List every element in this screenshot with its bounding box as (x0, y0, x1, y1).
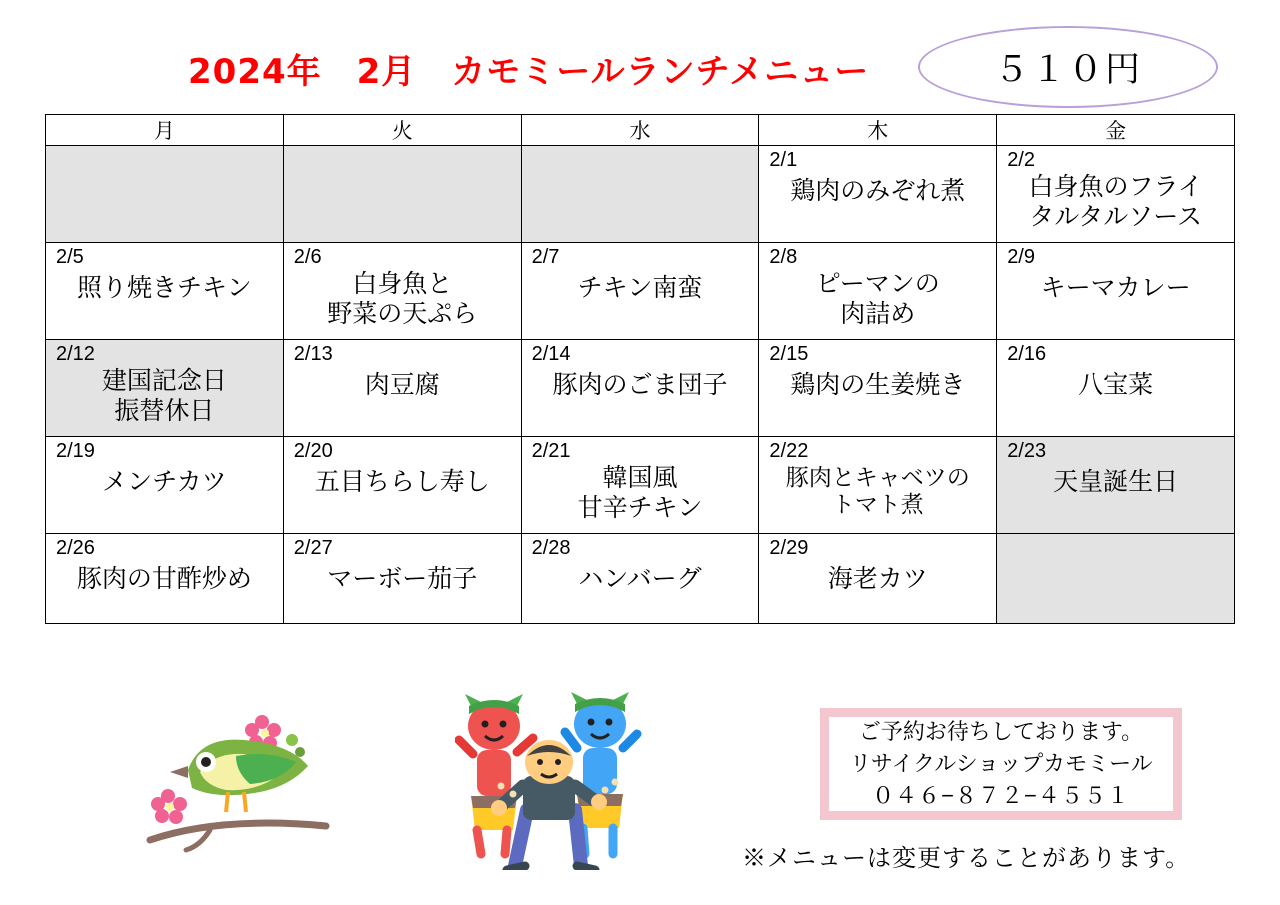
menu-line: 甘辛チキン (577, 493, 703, 522)
calendar-cell (521, 243, 759, 340)
cell-date: 2/19 (56, 440, 95, 462)
calendar-cell (46, 534, 284, 624)
cell-menu (522, 559, 759, 595)
calendar-week-row (46, 243, 1235, 340)
cell-menu (759, 171, 996, 207)
cell-date: 2/16 (1007, 343, 1047, 365)
price-label: ５１０円 (993, 50, 1142, 89)
cell-date: 2/8 (769, 246, 798, 268)
menu-line: タルタルソース (1029, 202, 1202, 231)
page-title: 2024年 2月 カモミールランチメニュー (188, 52, 870, 92)
menu-line: トマト煮 (831, 491, 924, 518)
calendar-cell (521, 437, 759, 534)
page-footer (0, 690, 1280, 905)
cell-menu (997, 171, 1234, 232)
calendar-cell (283, 437, 521, 534)
menu-line: 天皇誕生日 (1053, 468, 1179, 496)
cell-date: 2/12 (56, 343, 95, 365)
cell-menu (284, 365, 521, 401)
menu-line: 野菜の天ぷら (327, 299, 478, 328)
calendar-cell (283, 243, 521, 340)
menu-line: 豚肉の甘酢炒め (76, 565, 252, 593)
menu-line: ハンバーグ (578, 565, 702, 593)
menu-line: メンチカツ (102, 468, 227, 496)
cell-menu (46, 268, 283, 304)
menu-line: 照り焼きチキン (77, 274, 252, 302)
cell-menu (284, 462, 521, 498)
cell-menu (46, 462, 283, 498)
weekday-header-thu: 木 (759, 115, 997, 146)
cell-date: 2/15 (769, 343, 809, 365)
cell-menu (522, 365, 759, 401)
calendar-week-row (46, 340, 1235, 437)
weekday-header-wed: 水 (521, 115, 759, 146)
calendar-week-row (46, 534, 1235, 624)
weekday-header-row (46, 115, 1235, 146)
menu-line: 豚肉のごま団子 (552, 371, 728, 399)
cell-menu (759, 462, 996, 518)
cell-menu (759, 559, 996, 595)
cell-menu (522, 462, 759, 523)
cell-date: 2/27 (293, 537, 333, 559)
menu-change-disclaimer: ※メニューは変更することがあります。 (742, 845, 1191, 872)
cell-date: 2/29 (769, 537, 809, 559)
calendar-cell (997, 243, 1235, 340)
page-header (0, 0, 1280, 108)
calendar-week-row (46, 146, 1235, 243)
menu-line: 鶏肉のみぞれ煮 (790, 177, 966, 205)
weekday-header-tue: 火 (283, 115, 521, 146)
reservation-notice-box (820, 708, 1182, 820)
cell-menu (284, 268, 521, 329)
calendar-cell (759, 534, 997, 624)
cell-date: 2/20 (293, 440, 333, 462)
cell-date: 2/9 (1007, 246, 1035, 268)
calendar-cell (997, 340, 1235, 437)
cell-holiday-label (997, 462, 1234, 498)
cell-date: 2/14 (531, 343, 571, 365)
cell-menu (997, 365, 1234, 401)
menu-line: チキン南蛮 (577, 274, 703, 302)
cell-menu (46, 559, 283, 595)
calendar-cell (521, 534, 759, 624)
cell-date: 2/6 (293, 246, 322, 268)
notice-line-1: ご予約お待ちしております。 (858, 719, 1144, 745)
calendar-table (45, 114, 1235, 624)
calendar-cell-empty (997, 534, 1235, 624)
calendar-cell (759, 146, 997, 243)
weekday-header-fri: 金 (997, 115, 1235, 146)
cell-date: 2/28 (531, 537, 571, 559)
notice-phone-number: ０４６−８７２−４５５１ (872, 782, 1130, 808)
menu-line: 鶏肉の生姜焼き (790, 371, 966, 399)
cell-date: 2/7 (531, 246, 560, 268)
calendar-cell (283, 534, 521, 624)
menu-line: マーボー茄子 (327, 565, 478, 593)
menu-line: 豚肉とキャベツの (785, 464, 970, 490)
calendar-cell (997, 146, 1235, 243)
bird-illustration (140, 700, 330, 870)
cell-date: 2/5 (56, 246, 84, 268)
cell-date: 2/22 (769, 440, 809, 462)
calendar-cell (521, 340, 759, 437)
cell-date: 2/21 (531, 440, 571, 462)
menu-line: 肉詰め (840, 299, 916, 328)
calendar-week-row (46, 437, 1235, 534)
cell-menu (997, 268, 1234, 304)
calendar-cell (759, 340, 997, 437)
calendar-cell-empty (46, 146, 284, 243)
setsubun-illustration (455, 690, 655, 870)
calendar-cell (46, 243, 284, 340)
weekday-header-mon: 月 (46, 115, 284, 146)
menu-line: 海老カツ (827, 565, 928, 593)
cell-menu (284, 559, 521, 595)
cell-date: 2/1 (769, 149, 798, 171)
menu-line: 肉豆腐 (364, 371, 440, 399)
calendar-cell (759, 437, 997, 534)
cell-date: 2/2 (1007, 149, 1035, 171)
menu-line: 建国記念日 (101, 367, 227, 395)
cell-menu (759, 268, 996, 329)
menu-line: 白身魚と (352, 270, 453, 298)
menu-line: 白身魚のフライ (1028, 173, 1203, 201)
cell-date: 2/13 (293, 343, 333, 365)
cell-date: 2/23 (1007, 440, 1047, 462)
calendar-cell (46, 437, 284, 534)
menu-line: 韓国風 (602, 464, 678, 492)
calendar-cell (997, 437, 1235, 534)
menu-calendar (45, 114, 1235, 624)
menu-line: 八宝菜 (1078, 371, 1154, 399)
cell-date: 2/26 (56, 537, 95, 559)
menu-line: 五目ちらし寿し (314, 468, 490, 496)
calendar-cell-empty (521, 146, 759, 243)
cell-menu (522, 268, 759, 304)
notice-line-2: リサイクルショップカモミール (849, 751, 1153, 777)
menu-line: キーマカレー (1040, 274, 1191, 302)
calendar-cell-empty (283, 146, 521, 243)
calendar-cell (759, 243, 997, 340)
cell-menu (759, 365, 996, 401)
menu-line: 振替休日 (114, 396, 215, 425)
cell-holiday-label (46, 365, 283, 426)
calendar-cell (46, 340, 284, 437)
calendar-body (46, 146, 1235, 624)
menu-line: ピーマンの (815, 270, 940, 298)
calendar-cell (283, 340, 521, 437)
